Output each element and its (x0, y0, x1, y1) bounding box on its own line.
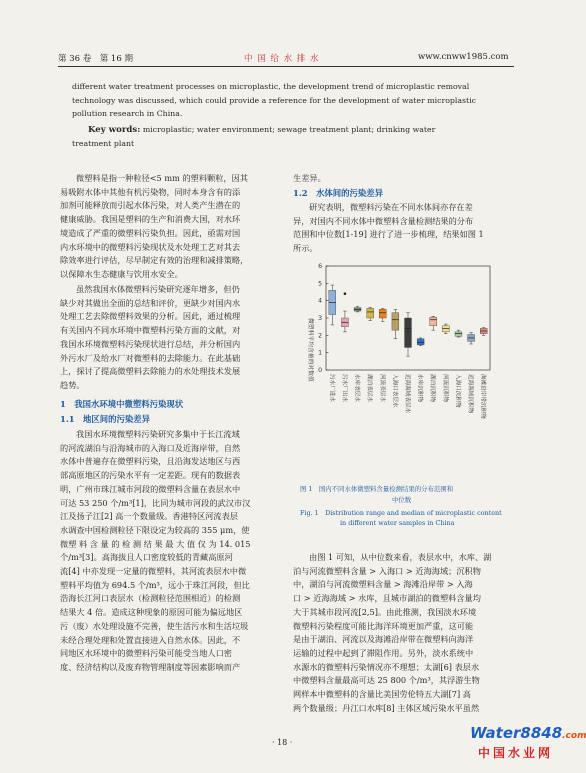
box-11 (455, 332, 462, 336)
text-line: 范围和中位数[1-19] 进行了进一步梳理，结果如图 1 (293, 229, 484, 240)
box-6 (392, 313, 399, 330)
caption-cn: 图 1 国内不同水体微塑料含量检测结果的分布范围和 (300, 485, 454, 493)
abstract-en (72, 80, 512, 121)
text-line: 浩海长江河口表层水（检测粒径范围相近）的检测 (60, 593, 241, 604)
abstract-line: technology was discussed, which could provide a reference for the development of water microplastic (72, 95, 477, 105)
box-4 (367, 308, 374, 318)
y-tick-label: 0 (318, 367, 322, 374)
text-line: 两个数量级；丹江口水库[8] 主体区域污染水平虽然 (293, 702, 480, 713)
text-line: 明，广州市珠江城市河段的微塑料含量在表层水中 (60, 483, 241, 494)
watermark-logo (470, 724, 586, 742)
text-line: 水调查中国检测粒径下限设定为较高的 355 μm，使 (60, 524, 250, 535)
keywords-label: Key words: (88, 125, 141, 135)
right-paragraph-2 (293, 551, 513, 715)
page-number: · 18 · (272, 738, 293, 747)
keywords-line: treatment plant (72, 139, 135, 148)
x-tick-label: 入海口表层水 (391, 374, 398, 408)
figure-caption (300, 484, 514, 527)
text-line: 大于其城市段河流[2,5]。由此推测，我国淡水环境 (293, 606, 477, 617)
text-line: 度、经济结构以及废弃物管理制度等因素影响而产 (60, 661, 241, 672)
watermark-brand: Water8848 (470, 724, 563, 742)
caption-en: in different water samples in China (340, 519, 455, 527)
text-line: 微塑料污染程度可能比海洋环境更加严重，这可能 (293, 620, 474, 631)
text-line: 结果大 4 倍。造成这种现象的原因可能为偏远地区 (60, 607, 243, 618)
text-line: 中，湖泊与河流微塑料含量 > 海滩沿岸带 > 入海 (293, 579, 473, 590)
header-url: www.cnww1985.com (418, 52, 509, 62)
x-tick-label: 污水厂进水 (328, 374, 335, 402)
x-tick-label: 水库表层水 (353, 374, 360, 402)
text-line: 同地区水环境中的微塑料污染可能受当地人口密 (60, 648, 232, 659)
abstract-line: different water treatment processes on microplastic, the development trend of microplastic removal (72, 82, 470, 91)
box-outlier (344, 293, 346, 295)
text-line: 趋势。 (60, 379, 85, 390)
text-line: 的河流湖泊与沿海城市的入海口及近海岸带，自然 (60, 442, 241, 453)
text-line: 水源水的微塑料污染情况亦不理想；太湖[6] 表层水 (293, 661, 480, 672)
box-10 (442, 326, 449, 332)
text-line: 污（废）水处理设施不完善，使生活污水和生活垃圾 (60, 620, 249, 631)
x-tick-label: 入海口沉积物 (454, 374, 461, 408)
left-paragraph-1 (60, 172, 278, 282)
y-tick-label: 5 (318, 280, 322, 288)
text-line: 我国水环境微塑料污染研究多集中于长江流域 (76, 429, 240, 439)
text-line: 流[4] 中亦发现一定量的微塑料，其河流表层水中微 (60, 566, 247, 577)
text-line: 微塑 料 含 量 的 检 测 结 果 最 大 值 仅 为 14. 015 (60, 538, 251, 549)
text-line: 口 > 近海海域 > 水库，且城市湖泊的微塑料含量均 (293, 593, 481, 604)
chart-boxes (329, 285, 487, 356)
text-line: 我国水环境微塑料污染现状进行总结，并分析国内 (60, 338, 241, 349)
text-line: 所示。 (293, 243, 318, 254)
text-line: 境造成了严重的微塑料污染负担。因此，亟需对国 (60, 227, 241, 238)
keywords (88, 123, 514, 138)
text-line: 研究表明，微塑料污染在不同水体间亦存在差 (309, 202, 473, 212)
left-paragraph-3 (60, 428, 278, 675)
x-tick-label: 海滩沿岸带沉积物 (479, 374, 486, 419)
text-line: 易吸附水体中其他有机污染物，同时本身含有的添 (60, 186, 241, 197)
header-rule (58, 66, 514, 67)
header-volume: 第 36 卷 第 16 期 (58, 54, 133, 64)
section-heading: 1 我国水环境中微塑料污染现状 (60, 399, 184, 409)
text-line: 塑料平均值为 694.5 个/m³，远小于珠江河段，但比 (60, 579, 250, 590)
x-tick-label: 湖泊沉积物 (429, 374, 436, 402)
left-paragraph-2 (60, 283, 278, 393)
subsection-heading: 1.2 水体间的污染差异 (293, 188, 383, 198)
x-tick-label: 近海海域表层水 (404, 374, 410, 414)
text-line: 缺少对其做出全面的总结和评价，更缺少对国内水 (60, 297, 241, 308)
text-line: 上，探讨了提高微塑料去除能力的水处理技术发展 (60, 366, 241, 377)
text-line: 部高原地区的污染水平有一定差距。现有的数据表 (60, 470, 241, 481)
text-line: 健康威胁。我国是塑料的生产和消费大国，对水环 (60, 214, 241, 225)
figure-1-boxplot (300, 258, 500, 463)
text-line: 有关国内不同水环境中微塑料污染方面的文献，对 (60, 325, 241, 336)
text-line: 微塑料是指一种粒径<5 mm 的塑料颗粒，因其 (76, 173, 248, 183)
abstract-line: pollution research in China. (72, 109, 183, 118)
text-line: 水体中普遍存在微塑料污染，且沿海发达地区与西 (60, 456, 241, 467)
box-5 (379, 309, 386, 318)
watermark-domain: .com (562, 731, 586, 741)
text-line: 以保障水生态健康与饮用水安全。 (60, 268, 183, 279)
box-7 (405, 318, 412, 347)
text-line: 内水环境中的微塑料污染现状及水处理工艺对其去 (60, 241, 241, 252)
y-tick-label: 1 (318, 349, 322, 357)
text-line: 异，对国内不同水体中微塑料含量检测结果的分布 (293, 215, 474, 226)
text-line: 中微塑料含量最高可达 25 800 个/m³，其浮游生物 (293, 675, 480, 686)
text-line: 处理工艺去除微塑料效果的分析。因此，通过梳理 (60, 311, 241, 322)
box-8 (417, 339, 424, 345)
box-9 (430, 317, 437, 326)
text-line: 加剂可能释放而引起水体污染，对人类产生潜在的 (60, 200, 241, 211)
header-journal: 中 国 给 水 排 水 (244, 54, 320, 64)
x-tick-label: 污水厂出水 (340, 374, 347, 402)
x-tick-label: 河流表层水 (378, 374, 385, 402)
text-line: 泊与河流微塑料含量 > 入海口 > 近海海域；沉积物 (293, 565, 481, 576)
text-line: 网样本中微塑料的含量比美国劳伦特五大湖[7] 高 (293, 689, 471, 700)
text-line: 是由于湖泊、河流以及海滩沿岸带在微塑料向海洋 (293, 634, 474, 645)
text-line: 外污水厂及给水厂对微塑料的去除能力。在此基础 (60, 352, 241, 363)
text-line: 可达 53 250 个/m³[1]，比同为城市河段的武汉市汉 (60, 497, 251, 508)
watermark-text: 中国水业网 (478, 746, 554, 760)
text-line: 生差异。 (293, 173, 326, 183)
y-tick-label: 3 (318, 315, 322, 322)
subsection-heading: 1.1 地区间的污染差异 (60, 414, 150, 424)
keywords-line: microplastic; water environment; sewage treatment plant; drinking water (142, 125, 436, 134)
x-tick-label: 水库沉积物 (416, 374, 423, 402)
text-line: 除效率进行评估，尽早制定有效的治理和减排策略， (60, 255, 249, 266)
x-tick-labels (328, 374, 487, 419)
y-tick-label: 2 (318, 332, 322, 340)
right-paragraph-1 (293, 201, 513, 256)
text-line: 虽然我国水体微塑料污染研究逐年增多，但仍 (76, 284, 240, 294)
text-line: 个/m³[3]。高海拔且人口密度较低的青藏高原河 (60, 552, 233, 563)
caption-cn: 中位数 (392, 496, 412, 504)
text-line: 运输的过程中起到了滞阻作用。另外，淡水系统中 (293, 647, 474, 658)
y-tick-label: 6 (318, 263, 322, 270)
text-line: 由图 1 可知，从中位数来看，表层水中，水库、湖 (309, 552, 492, 562)
x-tick-label: 河流沉积物 (441, 374, 448, 402)
y-tick-label: 4 (318, 297, 322, 305)
x-tick-label: 近海海域沉积物 (467, 374, 474, 414)
caption-en: Fig. 1 Distribution range and median of microplastic content (300, 509, 502, 517)
x-tick-label: 湖泊表层水 (366, 374, 373, 402)
text-line: 未经合理处理和处置直接进入自然水体。因此，不 (60, 634, 241, 645)
text-line: 江及扬子江[2] 高一个数量级。香港特区河流表层 (60, 511, 238, 522)
y-axis-label: 微塑料平均含量的对数值 (307, 318, 313, 382)
